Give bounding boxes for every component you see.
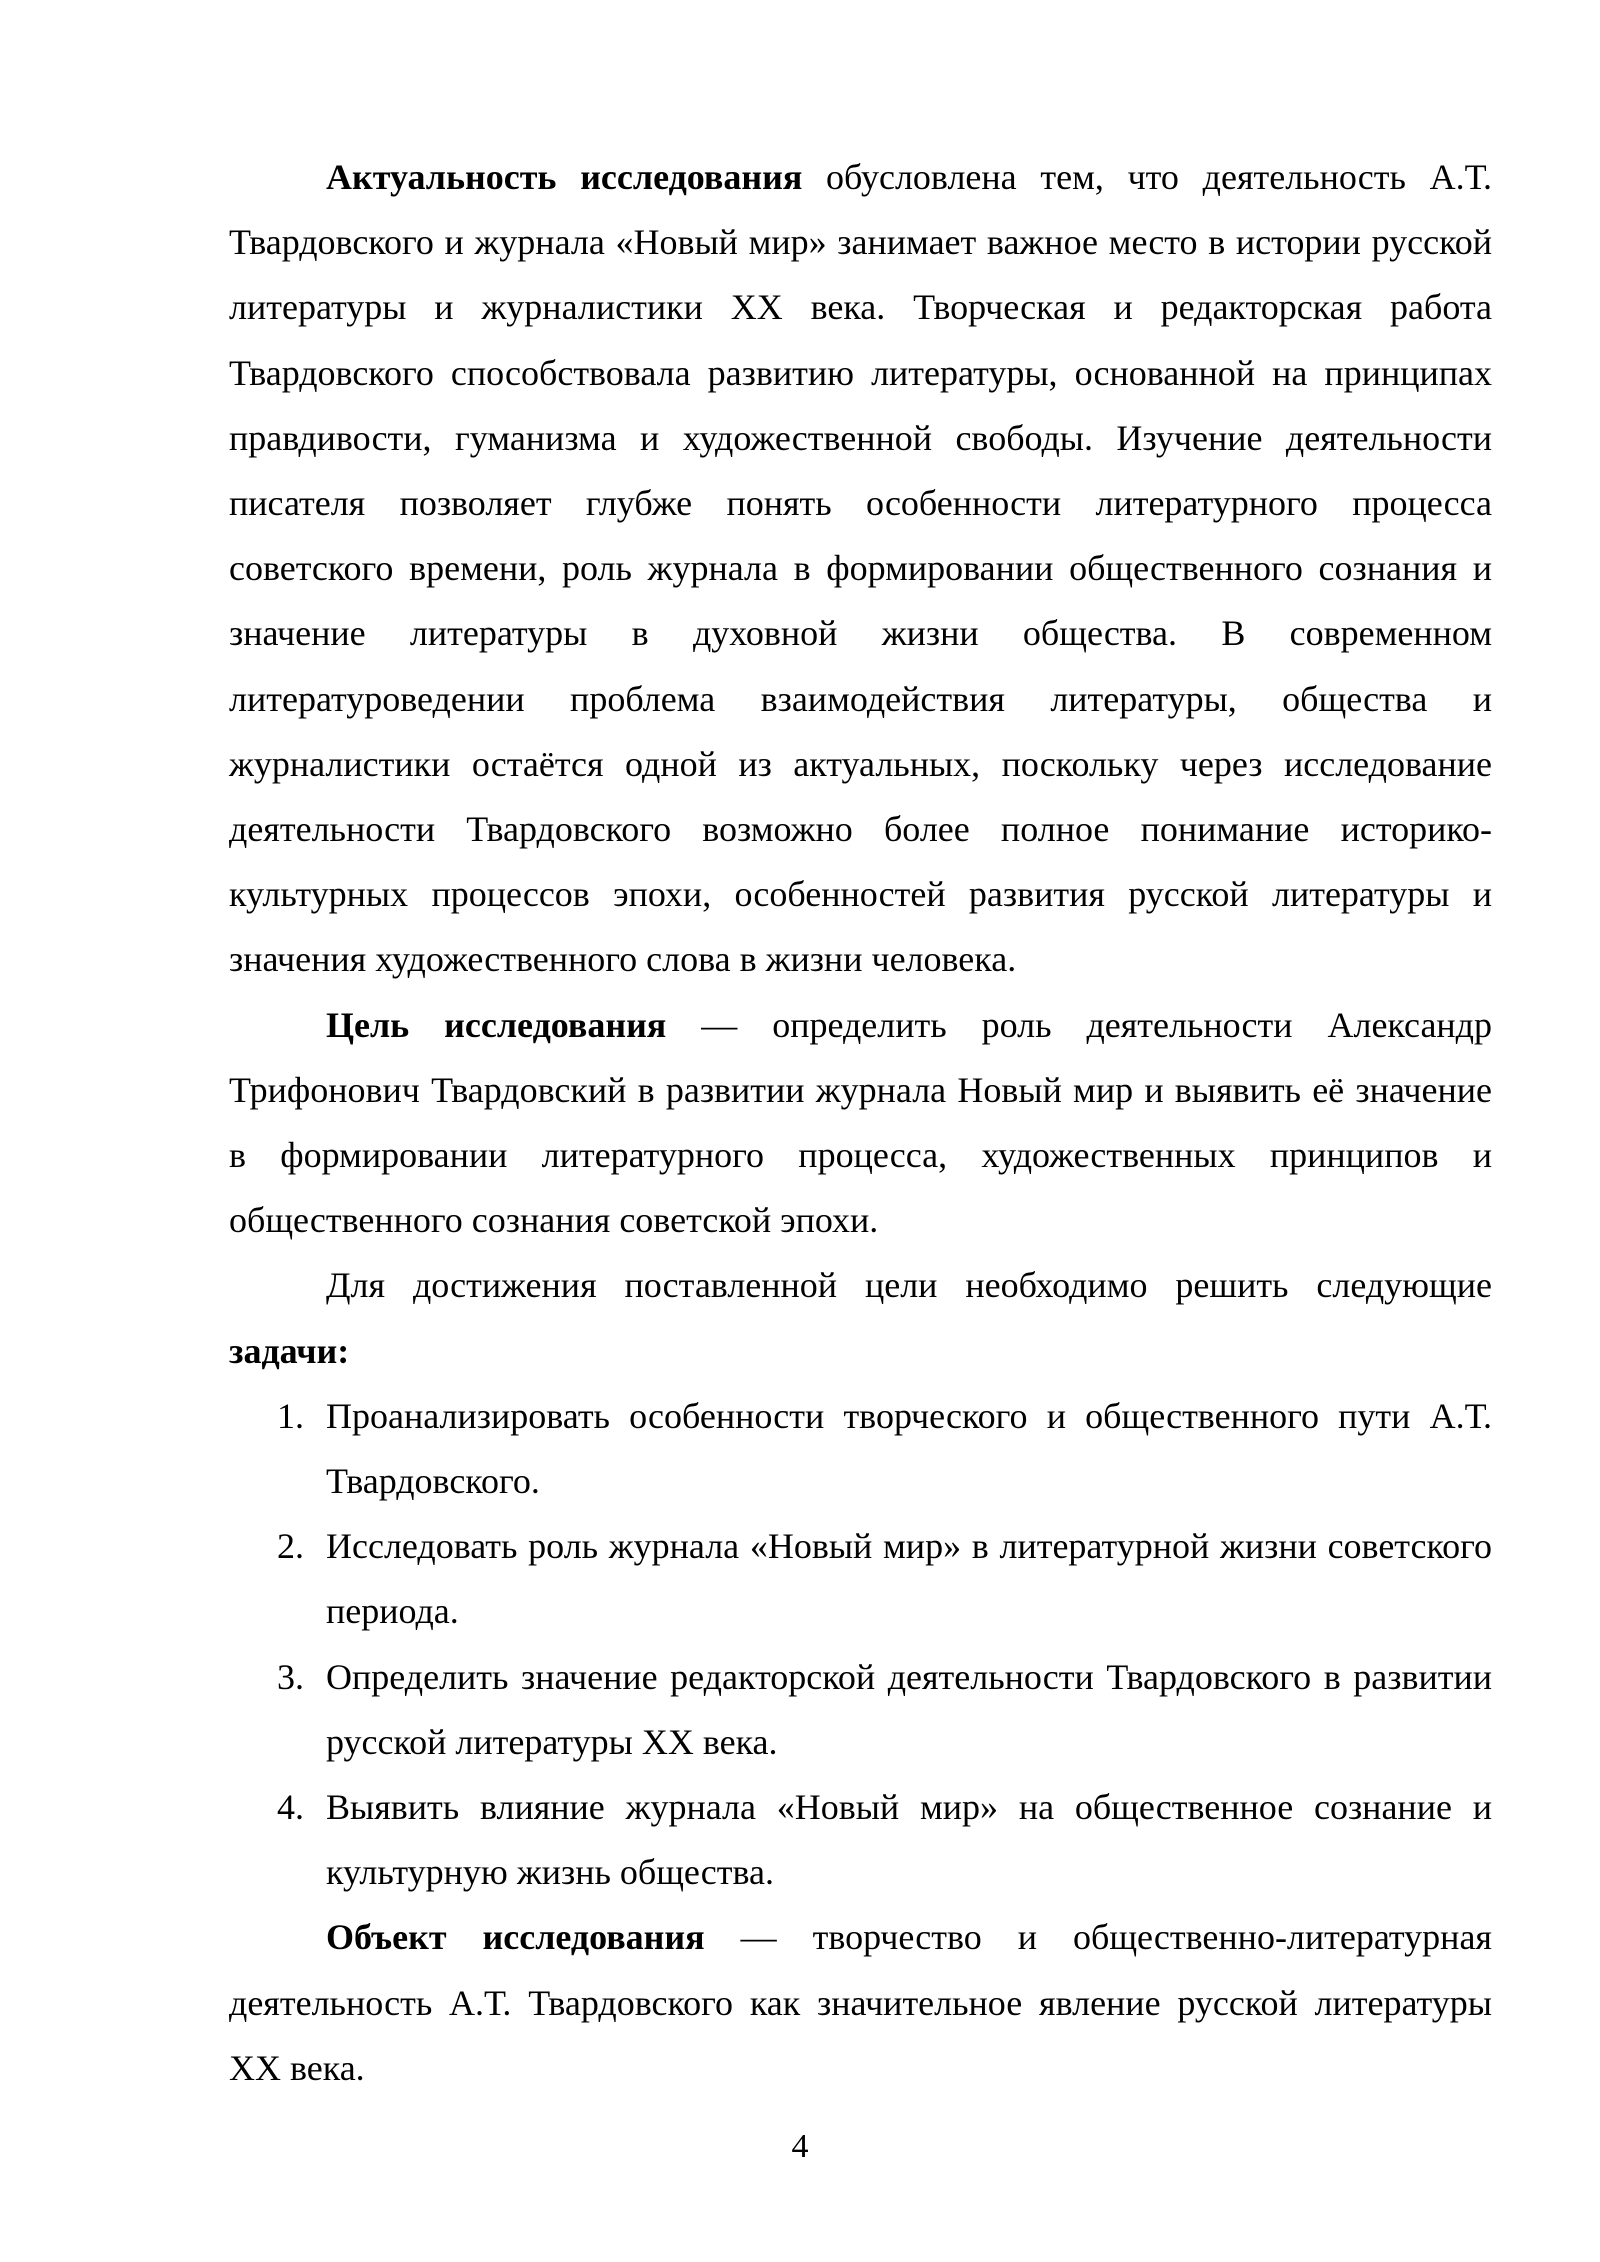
task-number: 4. <box>277 1787 304 1828</box>
page-number: 4 <box>791 2128 809 2165</box>
goal-heading: Цель исследования <box>326 1004 667 1045</box>
goal-text: — определить роль деятельности Александр Трифонович Твардовский в развитии журнала Новый мир и выявить её значение в формировании литературного процесса, художественных принципов и общественного сознания советской эпохи. <box>229 1004 1493 1241</box>
task-text: Определить значение редакторской деятельности Твардовского в развитии русской литературы XX века. <box>326 1656 1492 1762</box>
tasks-list <box>229 1384 1492 1906</box>
task-text: Проанализировать особенности творческого и общественного пути А.Т. Твардовского. <box>326 1395 1492 1502</box>
tasks-intro-paragraph <box>229 1253 1492 1383</box>
task-item <box>229 1645 1492 1775</box>
task-text: Выявить влияние журнала «Новый мир» на общественное сознание и культурную жизнь общества. <box>326 1787 1492 1893</box>
relevance-text: обусловлена тем, что деятельность А.Т. Твардовского и журнала «Новый мир» занимает важное место в истории русской литературы и журналистики XX века. Творческая и редакторская работа Твардовского способствовала развитию литературы, основанной на принципах правдивости, гуманизма и художественной свободы. Изучение деятельности писателя позволяет глубже понять особенности литературного процесса советского времени, роль журнала в формировании общественного сознания и значение литературы в духовной жизни общества. В современном литературоведении проблема взаимодействия литературы, общества и журналистики остаётся одной из актуальных, поскольку через исследование деятельности Твардовского возможно более полное понимание историко-культурных процессов эпохи, особенностей развития русской литературы и значения художественного слова в жизни человека. <box>229 157 1492 980</box>
task-item <box>229 1775 1492 1905</box>
object-paragraph <box>229 1905 1492 2101</box>
task-item <box>229 1514 1492 1644</box>
task-number: 1. <box>277 1395 304 1436</box>
goal-paragraph <box>229 993 1492 1254</box>
relevance-heading: Актуальность исследования <box>326 157 803 197</box>
task-number: 2. <box>277 1526 304 1567</box>
task-number: 3. <box>277 1656 304 1697</box>
relevance-paragraph <box>229 145 1492 993</box>
tasks-label: задачи: <box>229 1330 350 1371</box>
task-text: Исследовать роль журнала «Новый мир» в литературной жизни советского периода. <box>326 1526 1492 1632</box>
task-item <box>229 1384 1492 1514</box>
body-text <box>229 145 1492 2101</box>
object-text: — творчество и общественно-литературная деятельность А.Т. Твардовского как значительное явление русской литературы XX века. <box>229 1917 1492 2088</box>
object-heading: Объект исследования <box>326 1917 705 1958</box>
tasks-intro-text: Для достижения поставленной цели необходимо решить следующие <box>326 1265 1492 1306</box>
